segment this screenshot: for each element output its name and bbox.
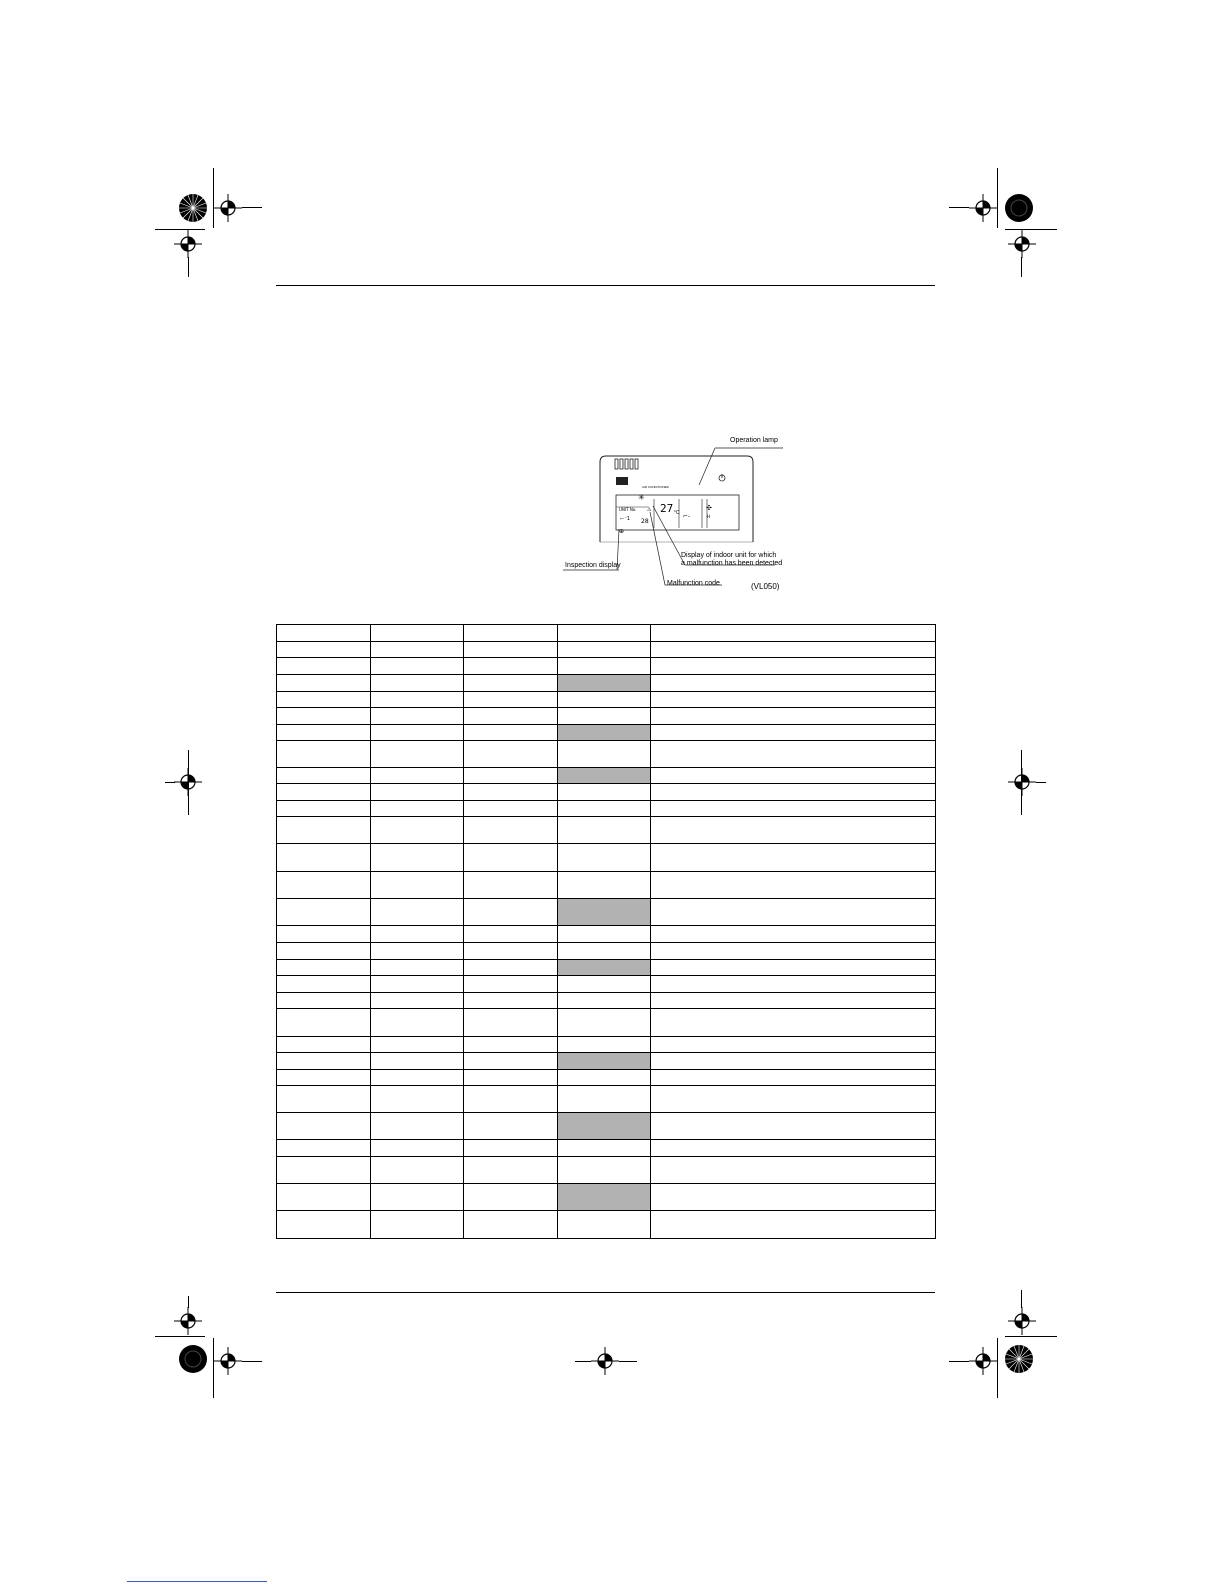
table-cell — [277, 1053, 371, 1070]
table-row — [277, 926, 936, 943]
table-cell — [651, 642, 936, 658]
table-cell — [371, 692, 464, 708]
table-cell — [371, 1053, 464, 1070]
table-row — [277, 725, 936, 741]
table-cell — [464, 625, 558, 642]
table-cell — [558, 1140, 651, 1157]
table-cell — [651, 692, 936, 708]
table-cell — [464, 872, 558, 899]
header-rule — [276, 285, 935, 286]
indoor-unit-label-line2: a malfunction has been detected — [681, 560, 783, 567]
table-row — [277, 1211, 936, 1239]
table-cell — [464, 768, 558, 784]
table-cell — [464, 844, 558, 872]
table-cell — [277, 943, 371, 960]
table-cell — [464, 1009, 558, 1037]
table-cell — [558, 625, 651, 642]
table-row — [277, 1009, 936, 1037]
table-cell — [558, 1157, 651, 1184]
table-cell — [651, 1053, 936, 1070]
table-cell — [371, 1070, 464, 1086]
registration-mark — [214, 1347, 242, 1380]
table-cell — [464, 1157, 558, 1184]
table-cell — [464, 725, 558, 741]
panel-brand-text: AIR CONDITIONER — [642, 485, 669, 489]
table-row — [277, 768, 936, 784]
table-cell — [277, 1211, 371, 1239]
svg-text:⊕: ⊕ — [619, 528, 625, 535]
registration-mark — [214, 194, 242, 227]
table-cell — [371, 1009, 464, 1037]
table-cell — [651, 1113, 936, 1140]
table-row — [277, 801, 936, 817]
table-cell — [651, 872, 936, 899]
table-row — [277, 1037, 936, 1053]
table-cell — [277, 844, 371, 872]
table-row — [277, 692, 936, 708]
table-cell — [371, 768, 464, 784]
table-cell — [464, 1184, 558, 1211]
table-cell — [464, 642, 558, 658]
registration-mark — [591, 1347, 619, 1380]
table-cell — [651, 658, 936, 675]
table-cell — [464, 993, 558, 1009]
table-row — [277, 960, 936, 976]
table-cell — [371, 1184, 464, 1211]
table-cell — [651, 801, 936, 817]
table-cell — [651, 1037, 936, 1053]
crop-line — [1021, 750, 1022, 815]
table-cell — [651, 1140, 936, 1157]
table-cell — [277, 725, 371, 741]
indoor-unit-label-line1: Display of indoor unit for which — [681, 552, 777, 559]
crop-line — [997, 1338, 998, 1398]
crop-line — [1021, 257, 1022, 277]
figure-code: (VL050) — [751, 582, 780, 591]
table-row — [277, 872, 936, 899]
table-cell — [651, 1009, 936, 1037]
table-cell — [651, 1157, 936, 1184]
table-cell — [558, 675, 651, 692]
svg-text:✳: ✳ — [638, 493, 645, 502]
table-cell — [651, 844, 936, 872]
table-cell — [277, 658, 371, 675]
crop-line — [949, 207, 969, 208]
table-row — [277, 625, 936, 642]
table-cell — [277, 993, 371, 1009]
table-cell — [558, 993, 651, 1009]
table-cell — [371, 1113, 464, 1140]
table-cell — [464, 926, 558, 943]
crop-line — [1005, 1336, 1057, 1337]
table-cell — [558, 692, 651, 708]
table-cell — [558, 817, 651, 844]
table-cell — [464, 1053, 558, 1070]
inspection-display-label: Inspection display — [565, 562, 621, 569]
table-cell — [558, 1113, 651, 1140]
table-cell — [464, 943, 558, 960]
table-cell — [371, 625, 464, 642]
table-cell — [371, 1211, 464, 1239]
table-cell — [371, 872, 464, 899]
table-cell — [558, 708, 651, 725]
table-cell — [277, 642, 371, 658]
table-row — [277, 658, 936, 675]
table-row — [277, 1140, 936, 1157]
footer-link-underline[interactable] — [127, 1581, 267, 1582]
table-cell — [277, 625, 371, 642]
table-cell — [558, 872, 651, 899]
table-cell — [371, 658, 464, 675]
crop-line — [619, 1361, 637, 1362]
table-cell — [464, 741, 558, 768]
table-cell — [558, 1009, 651, 1037]
table-cell — [277, 1157, 371, 1184]
table-cell — [277, 675, 371, 692]
table-cell — [558, 768, 651, 784]
table-row — [277, 1184, 936, 1211]
table-cell — [371, 1086, 464, 1113]
table-cell — [558, 976, 651, 993]
table-cell — [371, 741, 464, 768]
table-cell — [464, 801, 558, 817]
table-cell — [371, 943, 464, 960]
table-cell — [651, 784, 936, 801]
panel-temperature: 27 — [660, 502, 674, 515]
table-cell — [558, 741, 651, 768]
malfunction-code-label: Malfunction code — [667, 580, 720, 587]
table-cell — [558, 926, 651, 943]
crop-line — [949, 1361, 969, 1362]
svg-text:⌐‐: ⌐‐ — [683, 513, 691, 520]
table-cell — [277, 1140, 371, 1157]
svg-text:28: 28 — [641, 518, 649, 525]
svg-text:✣: ✣ — [706, 504, 712, 512]
crop-line — [242, 1361, 262, 1362]
table-cell — [277, 768, 371, 784]
table-cell — [464, 976, 558, 993]
table-cell — [651, 1211, 936, 1239]
table-cell — [277, 692, 371, 708]
table-cell — [558, 725, 651, 741]
table-row — [277, 899, 936, 926]
crop-line — [155, 1336, 205, 1337]
table-cell — [558, 960, 651, 976]
table-cell — [277, 817, 371, 844]
table-cell — [651, 817, 936, 844]
table-cell — [371, 708, 464, 725]
table-cell — [277, 1037, 371, 1053]
table-cell — [277, 872, 371, 899]
table-cell — [558, 642, 651, 658]
table-cell — [371, 1140, 464, 1157]
table-cell — [277, 1009, 371, 1037]
malfunction-code-table — [276, 624, 936, 1239]
table-cell — [558, 658, 651, 675]
table-row — [277, 943, 936, 960]
table-cell — [277, 708, 371, 725]
table-cell — [277, 960, 371, 976]
svg-text:⚠: ⚠ — [647, 507, 652, 513]
table-cell — [277, 1184, 371, 1211]
registration-mark — [969, 194, 997, 227]
table-cell — [651, 1070, 936, 1086]
table-cell — [464, 708, 558, 725]
svg-text:⌐⁻1: ⌐⁻1 — [620, 516, 631, 522]
registration-mark — [1008, 230, 1036, 263]
table-cell — [371, 642, 464, 658]
svg-text:UNIT No.: UNIT No. — [619, 507, 637, 512]
table-row — [277, 1113, 936, 1140]
table-cell — [651, 675, 936, 692]
crop-line — [997, 168, 998, 228]
table-cell — [464, 817, 558, 844]
table-row — [277, 784, 936, 801]
table-cell — [558, 1086, 651, 1113]
table-row — [277, 1053, 936, 1070]
table-cell — [464, 1140, 558, 1157]
table-cell — [651, 926, 936, 943]
table-cell — [651, 899, 936, 926]
crop-line — [213, 1338, 214, 1398]
crop-line — [165, 782, 175, 783]
table-cell — [464, 1070, 558, 1086]
table-row — [277, 817, 936, 844]
table-cell — [371, 960, 464, 976]
bottom-right-sunburst-mark — [1004, 1344, 1034, 1379]
table-cell — [558, 784, 651, 801]
table-cell — [651, 725, 936, 741]
table-cell — [277, 1086, 371, 1113]
crop-line — [1036, 782, 1046, 783]
remote-controller-figure — [555, 432, 795, 597]
table-cell — [371, 844, 464, 872]
table-cell — [371, 1037, 464, 1053]
table-cell — [371, 899, 464, 926]
table-cell — [651, 1086, 936, 1113]
table-cell — [277, 801, 371, 817]
bottom-left-target-mark — [178, 1344, 208, 1379]
table-cell — [277, 899, 371, 926]
operation-lamp-label: Operation lamp — [730, 437, 778, 444]
table-cell — [558, 1053, 651, 1070]
table-cell — [651, 960, 936, 976]
table-cell — [651, 741, 936, 768]
table-cell — [558, 1211, 651, 1239]
table-cell — [651, 768, 936, 784]
table-cell — [371, 1157, 464, 1184]
table-cell — [464, 1037, 558, 1053]
table-cell — [558, 844, 651, 872]
table-row — [277, 675, 936, 692]
footer-rule — [276, 1292, 935, 1293]
table-cell — [371, 725, 464, 741]
panel-temp-unit: °C — [674, 510, 680, 516]
table-row — [277, 1070, 936, 1086]
table-cell — [558, 943, 651, 960]
table-cell — [464, 899, 558, 926]
table-cell — [464, 675, 558, 692]
crop-line — [575, 1361, 591, 1362]
table-row — [277, 1086, 936, 1113]
table-row — [277, 708, 936, 725]
table-cell — [371, 926, 464, 943]
table-cell — [651, 976, 936, 993]
table-cell — [464, 960, 558, 976]
table-cell — [651, 993, 936, 1009]
table-cell — [371, 817, 464, 844]
table-cell — [558, 1037, 651, 1053]
crop-line — [188, 257, 189, 277]
table-cell — [464, 784, 558, 801]
table-cell — [558, 801, 651, 817]
table-cell — [277, 1113, 371, 1140]
top-left-sunburst-mark — [178, 193, 208, 228]
table-cell — [651, 943, 936, 960]
crop-line — [188, 750, 189, 815]
table-cell — [651, 708, 936, 725]
table-row — [277, 642, 936, 658]
table-cell — [651, 625, 936, 642]
table-cell — [371, 801, 464, 817]
table-cell — [464, 1113, 558, 1140]
table-cell — [371, 784, 464, 801]
table-cell — [371, 976, 464, 993]
crop-line — [1021, 1290, 1022, 1308]
table-row — [277, 741, 936, 768]
crop-line — [242, 207, 262, 208]
table-cell — [277, 784, 371, 801]
crop-line — [213, 168, 214, 228]
table-row — [277, 976, 936, 993]
top-right-target-mark — [1004, 193, 1034, 228]
table-cell — [371, 993, 464, 1009]
table-cell — [277, 976, 371, 993]
table-cell — [558, 1070, 651, 1086]
registration-mark — [969, 1347, 997, 1380]
svg-text:H: H — [707, 514, 711, 519]
table-cell — [464, 1211, 558, 1239]
table-cell — [464, 1086, 558, 1113]
table-cell — [277, 1070, 371, 1086]
table-row — [277, 993, 936, 1009]
table-row — [277, 1157, 936, 1184]
table-cell — [371, 675, 464, 692]
table-cell — [464, 692, 558, 708]
table-cell — [277, 926, 371, 943]
table-body — [277, 625, 936, 1239]
registration-mark — [1008, 768, 1036, 801]
table-cell — [558, 1184, 651, 1211]
table-cell — [651, 1184, 936, 1211]
table-cell — [464, 658, 558, 675]
table-row — [277, 844, 936, 872]
table-cell — [558, 899, 651, 926]
table-cell — [277, 741, 371, 768]
